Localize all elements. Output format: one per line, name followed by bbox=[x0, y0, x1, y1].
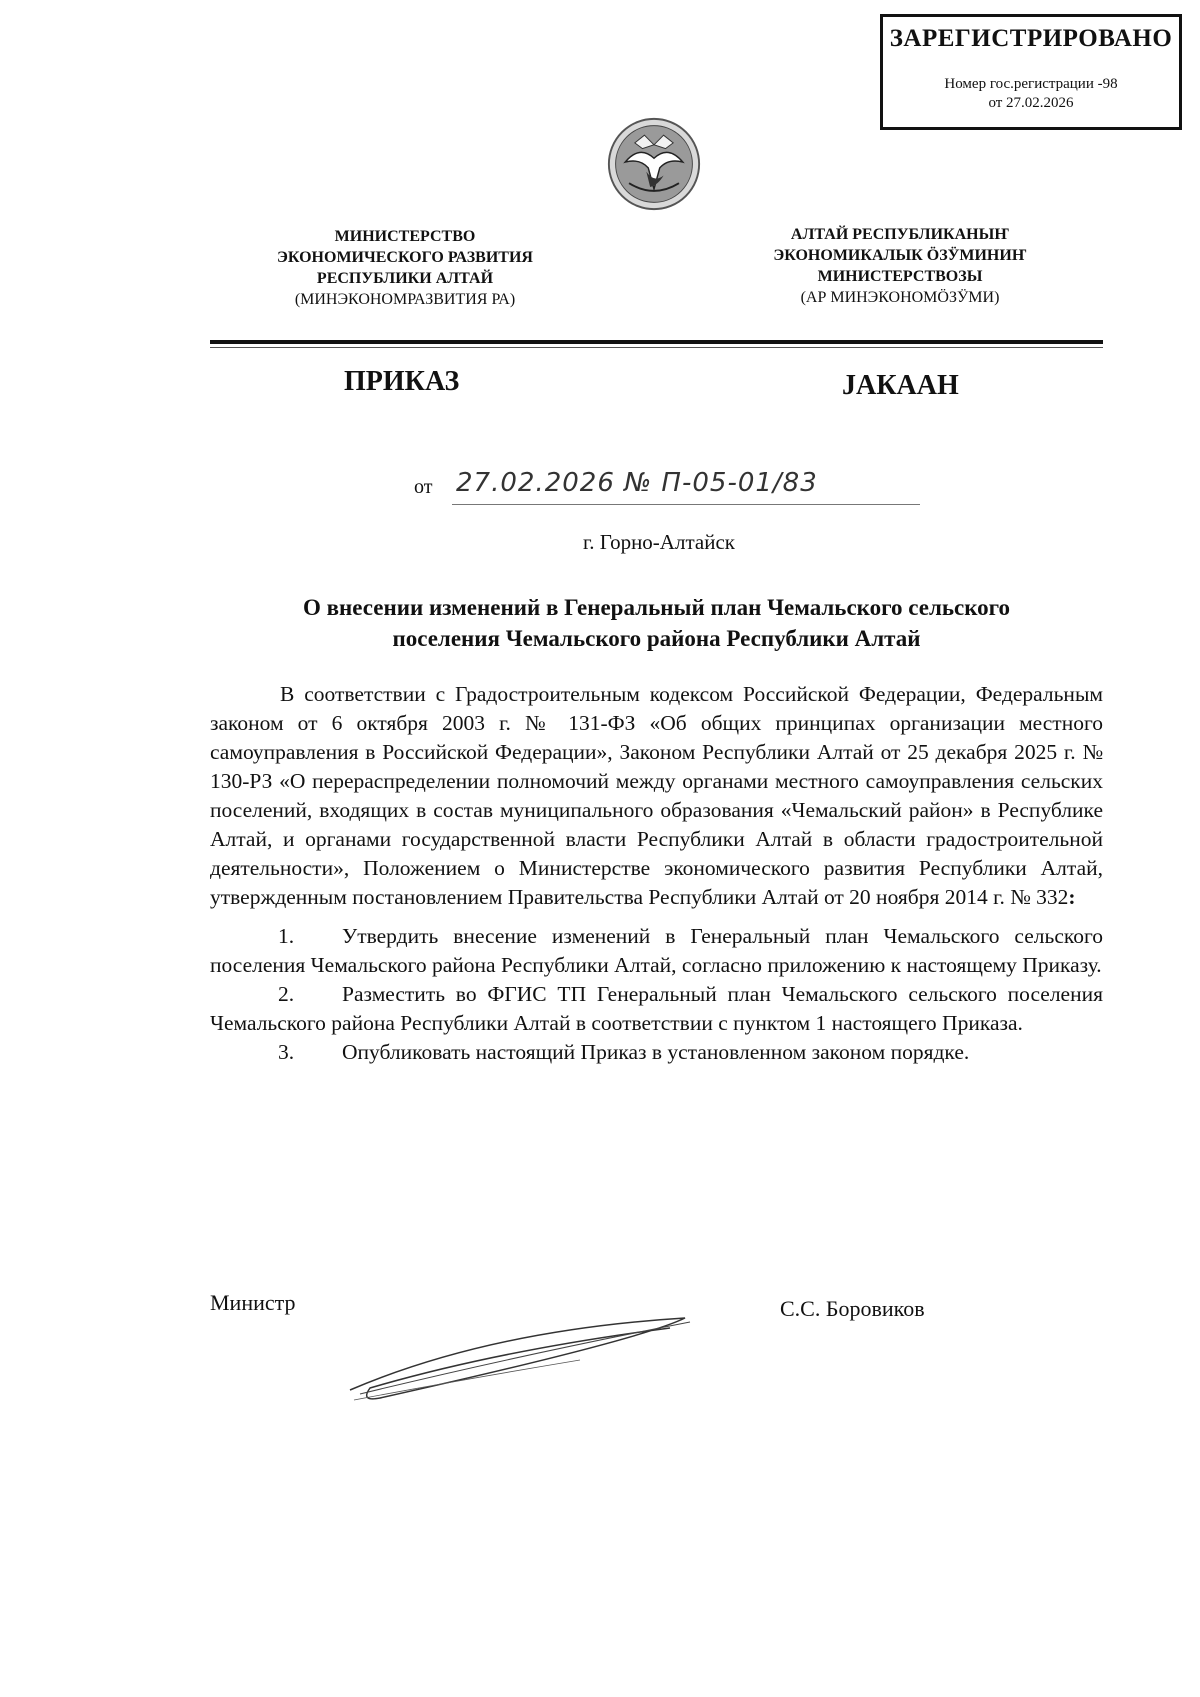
order-date-number bbox=[414, 468, 914, 508]
item-text: Утвердить внесение изменений в Генеральный план Чемальского сельского поселения Чемальского района Республики Алтай, согласно приложению к настоящему Приказу. bbox=[210, 924, 1103, 977]
order-item bbox=[210, 1038, 1103, 1067]
ministry-name-line: МИНИСТЕРСТВОЗЫ bbox=[817, 268, 983, 285]
signatory-name: С.С. Боровиков bbox=[780, 1296, 925, 1321]
registration-stamp bbox=[880, 14, 1182, 130]
doc-title-alt: JАКААН bbox=[842, 370, 959, 401]
ministry-name-line: АЛТАЙ РЕСПУБЛИКАНЫҤ bbox=[790, 226, 1010, 243]
date-prefix: от bbox=[414, 476, 433, 498]
ministry-header-alt bbox=[740, 224, 1060, 308]
doc-title-ru: ПРИКАЗ bbox=[344, 366, 460, 397]
ministry-abbr: (МИНЭКОНОМРАЗВИТИЯ РА) bbox=[294, 291, 516, 308]
ministry-name-line: ЭКОНОМИКАЛЫК ӦЗӰМИНИҤ bbox=[773, 247, 1027, 264]
order-body bbox=[210, 680, 1103, 1067]
order-item bbox=[210, 980, 1103, 1038]
item-number: 2. bbox=[278, 982, 295, 1006]
city-name: г. Горно-Алтайск bbox=[583, 530, 735, 554]
city bbox=[0, 530, 1200, 555]
altai-republic-emblem-icon bbox=[606, 116, 702, 212]
handwritten-date-number: 27.02.2026 № П-05-01/83 bbox=[456, 468, 818, 498]
stamp-title: ЗАРЕГИСТРИРОВАНО bbox=[889, 25, 1173, 52]
signature-icon bbox=[340, 1310, 700, 1410]
item-number: 3. bbox=[278, 1040, 295, 1064]
signatory-position: Министр bbox=[210, 1290, 296, 1315]
header-divider bbox=[210, 340, 1103, 344]
preamble-text: В соответствии с Градостроительным кодексом Российской Федерации, Федеральным законом от 6 октября 2003 г. № 131-ФЗ «Об общих принципах организации местного самоуправления в Российской Федерации», Законом Республики Алтай от 25 декабря 2025 г. № 130-РЗ «О перераспределении полномочий между органами местного самоуправления сельских поселений, входящих в состав муниципального образования «Чемальский район» в Республике Алтай, и органами государственной власти Республики Алтай в области градостроительной деятельности», Положением о Министерстве экономического развития Республики Алтай, утвержденным постановлением Правительства Республики Алтай от 20 ноября 2014 г. № 332 bbox=[210, 682, 1103, 909]
item-number: 1. bbox=[278, 924, 295, 948]
preamble-colon: : bbox=[1068, 885, 1076, 909]
date-underline bbox=[452, 504, 920, 505]
subject-line: поселения Чемальского района Республики Алтай bbox=[392, 626, 921, 651]
stamp-reg-date: от 27.02.2026 bbox=[988, 95, 1074, 111]
header-divider-thin bbox=[210, 347, 1103, 348]
order-item bbox=[210, 922, 1103, 980]
ministry-name-line: ЭКОНОМИЧЕСКОГО РАЗВИТИЯ bbox=[277, 249, 533, 266]
order-items bbox=[210, 922, 1103, 1067]
ministry-abbr: (АР МИНЭКОНОМӦЗӰМИ) bbox=[800, 289, 1000, 306]
item-text: Опубликовать настоящий Приказ в установленном законом порядке. bbox=[342, 1040, 970, 1064]
order-subject bbox=[210, 592, 1103, 654]
subject-line: О внесении изменений в Генеральный план Чемальского сельского bbox=[302, 595, 1011, 620]
ministry-name-line: МИНИСТЕРСТВО bbox=[334, 228, 476, 245]
item-text: Разместить во ФГИС ТП Генеральный план Чемальского сельского поселения Чемальского района Республики Алтай в соответствии с пунктом 1 настоящего Приказа. bbox=[210, 982, 1103, 1035]
preamble bbox=[210, 680, 1103, 912]
stamp-reg-number: Номер гос.регистрации -98 bbox=[944, 76, 1118, 92]
ministry-header-ru bbox=[230, 226, 580, 310]
ministry-name-line: РЕСПУБЛИКИ АЛТАЙ bbox=[316, 270, 494, 287]
